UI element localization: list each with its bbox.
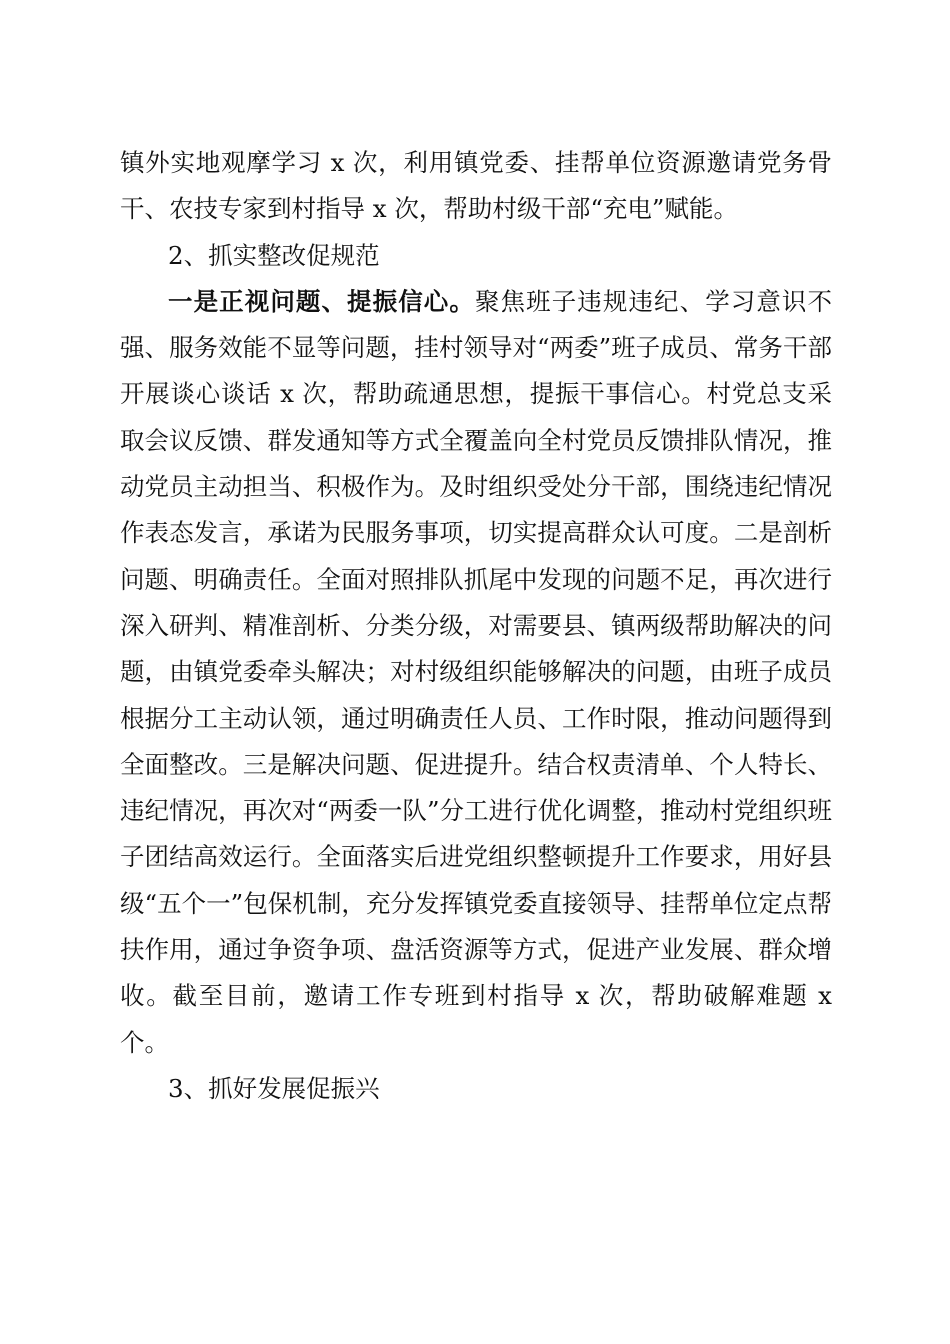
section-heading-3: 3、抓好发展促振兴	[168, 1073, 380, 1103]
paragraph-body: 聚焦班子违规违纪、学习意识不强、服务效能不显等问题，挂村领导对“两委”班子成员、常务干部开展谈心谈话 x 次，帮助疏通思想，提振干事信心。村党总支采取会议反馈、群发通知等方式全覆盖向全村党员反馈排队情况，推动党员主动担当、积极作为。及时组织受处分干部，围绕违纪情况作表态发言，承诺为民服务事项，切实提高群众认可度。二是剖析问题、明确责任。全面对照排队抓尾中发现的问题不足，再次进行深入研判、精准剖析、分类分级，对需要县、镇两级帮助解决的问题，由镇党委牵头解决；对村级组织能够解决的问题，由班子成员根据分工主动认领，通过明确责任人员、工作时限，推动问题得到全面整改。三是解决问题、促进提升。结合权责清单、个人特长、违纪情况，再次对“两委一队”分工进行优化调整，推动村党组织班子团结高效运行。全面落实后进党组织整顿提升工作要求，用好县级“五个一”包保机制，充分发挥镇党委直接领导、挂帮单位定点帮扶作用，通过争资争项、盘活资源等方式，促进产业发展、群众增收。截至目前，邀请工作专班到村指导 x 次，帮助破解难题 x 个。	[120, 286, 833, 1057]
paragraph-continuation: 镇外实地观摩学习 x 次，利用镇党委、挂帮单位资源邀请党务骨干、农技专家到村指导 x 次，帮助村级干部“充电”赋能。	[120, 148, 832, 224]
document-page	[120, 140, 832, 1112]
paragraph-lead-bold: 一是正视问题、提振信心。	[168, 286, 475, 316]
paragraph-rectification	[120, 279, 832, 1066]
section-heading-2: 2、抓实整改促规范	[168, 240, 380, 270]
